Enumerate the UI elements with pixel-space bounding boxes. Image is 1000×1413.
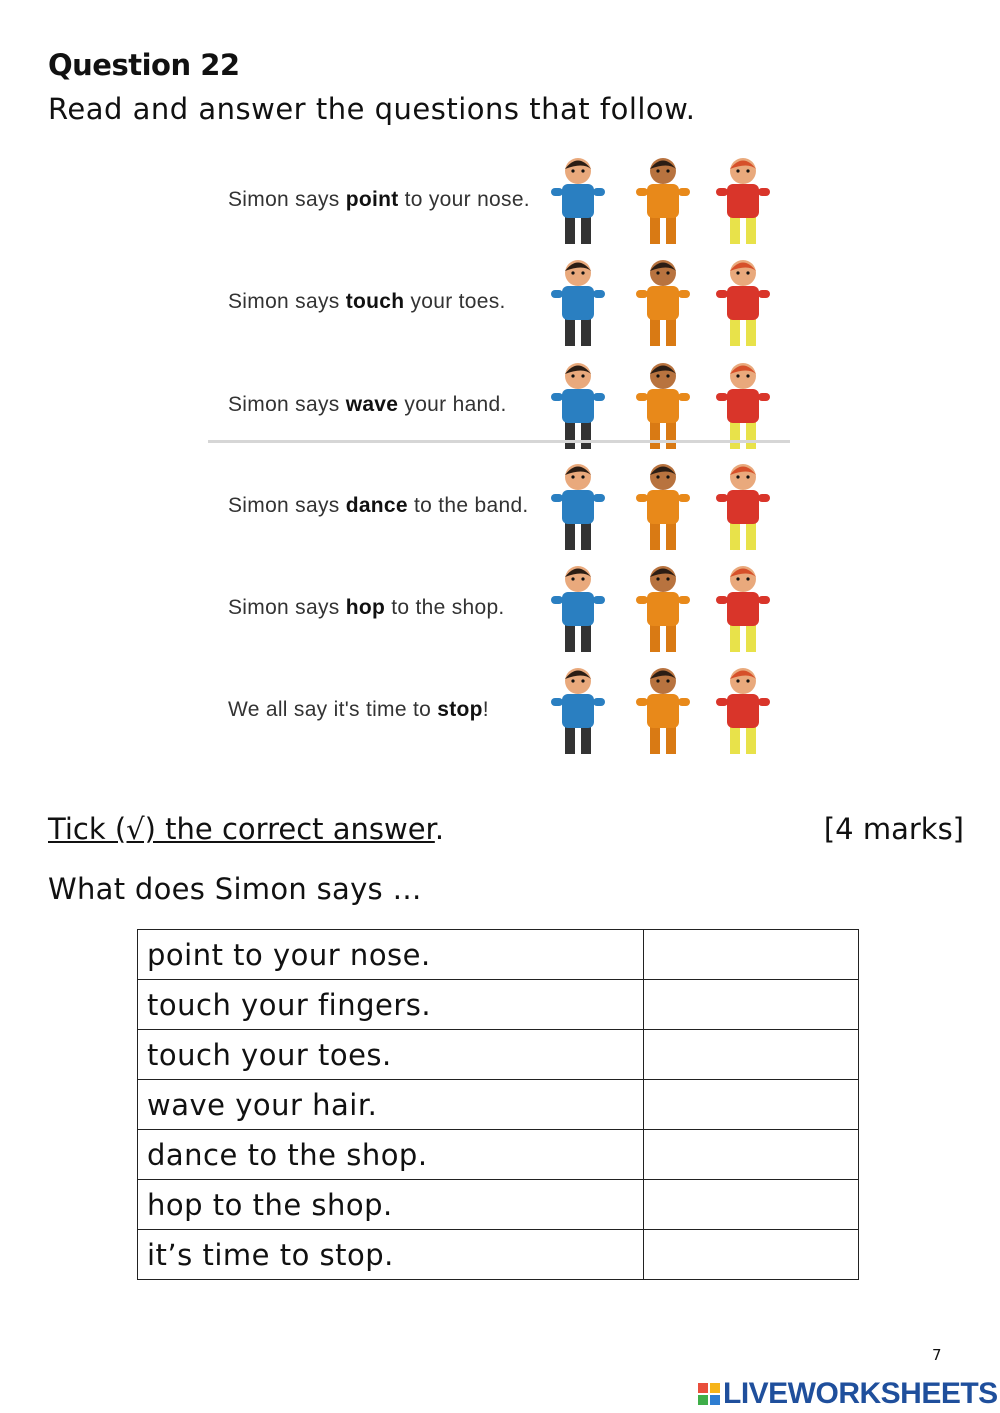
child-figure	[543, 256, 613, 352]
page-number: 7	[932, 1346, 942, 1364]
poem-row	[208, 150, 790, 252]
child-figure	[628, 154, 698, 250]
answer-option: wave your hair.	[138, 1080, 644, 1130]
child-figure	[708, 460, 778, 556]
child-figure	[543, 664, 613, 760]
tick-box[interactable]	[644, 1230, 859, 1280]
children-figures	[543, 256, 783, 352]
table-row	[138, 1080, 859, 1130]
child-figure	[628, 562, 698, 658]
children-figures	[543, 664, 783, 760]
logo-text: LIVEWORKSHEETS	[723, 1377, 998, 1410]
poem-line: Simon says dance to the band.	[228, 494, 529, 517]
children-figures	[543, 154, 783, 250]
tick-box[interactable]	[644, 980, 859, 1030]
tick-box[interactable]	[644, 930, 859, 980]
child-figure	[543, 460, 613, 556]
tick-box[interactable]	[644, 1130, 859, 1180]
tick-box[interactable]	[644, 1030, 859, 1080]
poem-line: Simon says hop to the shop.	[228, 596, 505, 619]
child-figure	[708, 562, 778, 658]
answer-option: hop to the shop.	[138, 1180, 644, 1230]
answer-option: dance to the shop.	[138, 1130, 644, 1180]
poem-divider	[208, 440, 790, 443]
question-prompt: What does Simon says …	[48, 872, 422, 906]
question-title: Question 22	[48, 48, 240, 82]
poem-line: Simon says point to your nose.	[228, 188, 530, 211]
poem-line: We all say it's time to stop!	[228, 698, 489, 721]
table-row	[138, 980, 859, 1030]
child-figure	[628, 664, 698, 760]
child-figure	[543, 154, 613, 250]
table-row	[138, 1130, 859, 1180]
child-figure	[708, 256, 778, 352]
table-row	[138, 1030, 859, 1080]
child-figure	[628, 460, 698, 556]
answer-option: touch your fingers.	[138, 980, 644, 1030]
answer-option: it’s time to stop.	[138, 1230, 644, 1280]
marks-label: [4 marks]	[823, 812, 964, 846]
answer-option: point to your nose.	[138, 930, 644, 980]
poem-row	[208, 660, 790, 762]
liveworksheets-logo	[697, 1377, 998, 1411]
logo-icon	[697, 1382, 721, 1406]
poem-row	[208, 456, 790, 558]
tick-box[interactable]	[644, 1180, 859, 1230]
children-figures	[543, 460, 783, 556]
answer-table	[137, 929, 859, 1280]
table-row	[138, 1180, 859, 1230]
table-row	[138, 1230, 859, 1280]
table-row	[138, 930, 859, 980]
child-figure	[708, 154, 778, 250]
poem-row	[208, 558, 790, 660]
children-figures	[543, 562, 783, 658]
instruction-text: Read and answer the questions that follow.	[48, 92, 696, 126]
child-figure	[708, 664, 778, 760]
poem-line: Simon says wave your hand.	[228, 393, 507, 416]
tick-box[interactable]	[644, 1080, 859, 1130]
answer-option: touch your toes.	[138, 1030, 644, 1080]
child-figure	[628, 256, 698, 352]
child-figure	[543, 562, 613, 658]
poem-line: Simon says touch your toes.	[228, 290, 506, 313]
poem-row	[208, 252, 790, 354]
poem-illustration	[208, 150, 790, 775]
tick-instruction: Tick (√) the correct answer.	[48, 812, 445, 846]
